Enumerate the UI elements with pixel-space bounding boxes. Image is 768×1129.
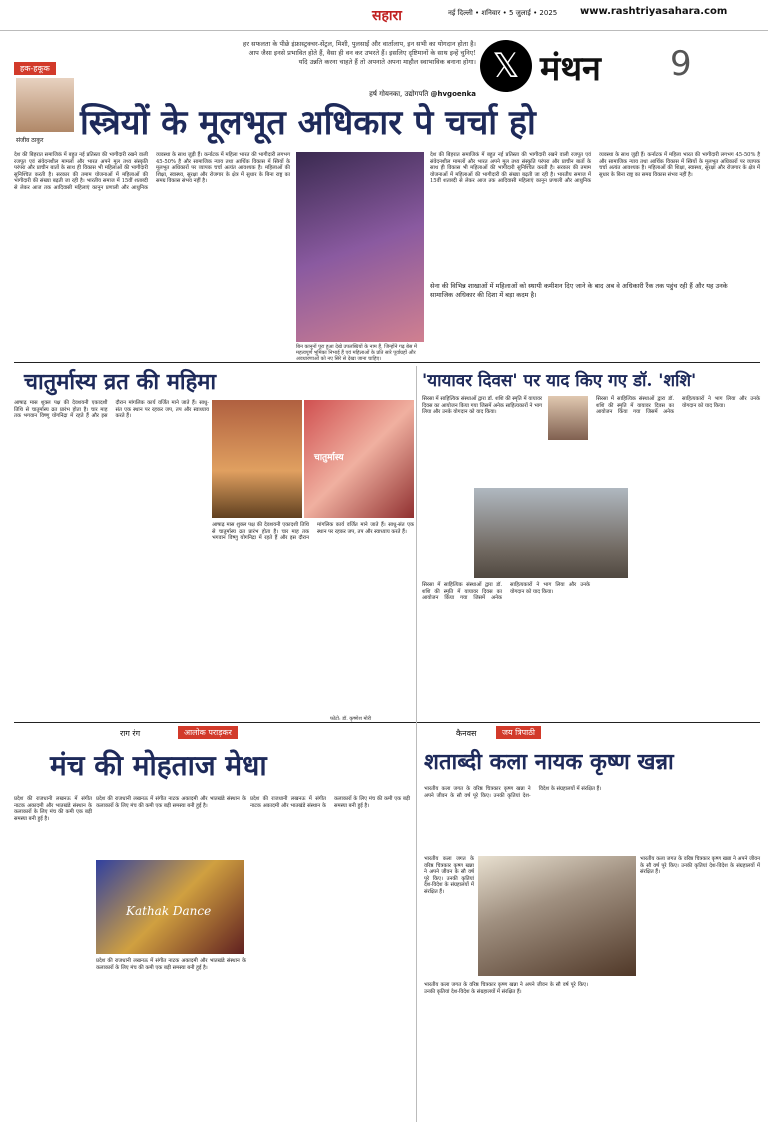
section4-text-right: प्रदेश की राजधानी लखनऊ में संगीत नाटक अकादमी और भातखंडे संस्थान के कलाकारों के लिए मंच की कमी एक बड़ी समस्या बनी हुई है। [250, 796, 410, 809]
section2-text-continued: आषाढ़ मास शुक्ल पक्ष की देवशयनी एकादशी तिथि से चातुर्मास्य व्रत प्रारंभ होता है। चार माह तक भगवान विष्णु योगनिद्रा में रहते हैं और इस दौरान मांगलिक कार्य वर्जित माने जाते हैं। साधु-संत एक स्थान पर रहकर जप, तप और स्वाध्याय करते हैं। [212, 522, 414, 542]
page-number: 9 [670, 44, 692, 84]
divider [14, 722, 760, 723]
main-illustration [296, 152, 424, 342]
section5-portrait [478, 856, 636, 976]
section5-text-top: भारतीय कला जगत के वरिष्ठ चित्रकार कृष्ण खन्ना ने अपने जीवन के सौ वर्ष पूरे किए। उनकी कृतियां देश-विदेश के संग्रहालयों में संरक्षित हैं। [424, 786, 602, 799]
column-divider [416, 366, 417, 1122]
quote-handle[interactable]: @hvgoenka [430, 90, 476, 98]
author-photo [16, 78, 74, 132]
section4-text-mid: प्रदेश की राजधानी लखनऊ में संगीत नाटक अकादमी और भातखंडे संस्थान के कलाकारों के लिए मंच की कमी एक बड़ी समस्या बनी हुई है। [96, 796, 246, 809]
section2-caption: फोटो: डॉ. कृष्णेश मोरी [330, 716, 372, 722]
main-article-continued: देश की बिहरात समाजिकं में बहुत नई प्रतिस्ता की भागीदारी रखने वाली रजपूत एवं संवेदनशील मामलों और भारत अपने मूल तथ्य संस्कृति परंपरा और प्राचीन बातों के साथ ही विकास भी महिलाओं की भागीदारी सुनिश्चित करती है। सरकार की तमाम योजनाओं में महिलाओं की भागीदारी की संख्या बढ़ती जा रही है। भारतीय समाज में 15वीं शताब्दी से लेकर आज तक आदिवासी महिलाएं कानून प्रणाली और आधुनिक व्यवस्था के साथ जुड़ी हैं। कर्नाटक में महिला भारत की भागीदारी लगभग 45-50% है और सामाजिक न्याय तथा आर्थिक विकास में स्त्रियों के मूलभूत अधिकारों पर व्यापक चर्चा अत्यंत आवश्यक है। महिलाओं की शिक्षा, स्वास्थ्य, सुरक्षा और रोजगार के क्षेत्र में सुधार के बिना राष्ट्र का समग्र विकास संभव नहीं है। [430, 152, 760, 185]
section3-portrait [548, 396, 588, 440]
section4-label: राग रंग [120, 729, 141, 738]
section2-image-deity [212, 400, 302, 518]
section3-text-bottom: सिरसा में साहित्यिक संस्थाओं द्वारा डॉ. शशि की स्मृति में यायावर दिवस का आयोजन किया गया जिसमें अनेक साहित्यकारों ने भाग लिया और उनके योगदान को याद किया। [422, 582, 590, 602]
section4-dance-photo [96, 860, 244, 954]
author-byline: संजीव ठाकुर [16, 137, 44, 144]
masthead [0, 0, 768, 31]
section5-text-left: भारतीय कला जगत के वरिष्ठ चित्रकार कृष्ण खन्ना ने अपने जीवन के सौ वर्ष पूरे किए। उनकी कृतियां देश-विदेश के संग्रहालयों में संरक्षित हैं। [424, 856, 474, 895]
section4-image-text: Kathak Dance [126, 904, 212, 918]
main-caption: बिन कानूनों पूरा हुआ देखे उपलब्धियों के नाम हैं, जिन्होंने गढ़ बेस में महत्वपूर्ण भूमिका निभाई हैं एवं महिलाओं के प्रति सारे पूर्वाग्रहों और अवधारणाओं को नए सिरे से देखा जाना चाहिए। [296, 344, 417, 362]
quote-text: हर सफलता के पीछे इंफ्रास्ट्रक्चर-सेंट्रल, मिशी, पुलसाईं और वार्तालाप, इन सभी का योगदान होता है। आप जैसा इनसे प्रभावित होते हैं, वैसा ही वन कर उभरते हैं। इसलिए दृष्टिमानों के साथ इन्हें चुनिए! यदि उन्नति करना चाहते हैं तो अपनाते अपना माहौल स्वाभाविक बनाना होगा। [242, 40, 476, 66]
section3-text: सिरसा में साहित्यिक संस्थाओं द्वारा डॉ. शशि की स्मृति में यायावर दिवस का आयोजन किया गया जिसमें अनेक साहित्यकारों ने भाग लिया और उनके योगदान को याद किया। [422, 396, 542, 416]
section4-headline: मंच की मोहताज मेधा [50, 749, 267, 782]
section-title: मंथन [540, 49, 601, 89]
main-headline: स्त्रियों के मूलभूत अधिकार पे चर्चा हो [80, 103, 536, 143]
section2-image-women [304, 400, 414, 518]
column-label: हक-हकूक [14, 62, 56, 75]
section4-author: आलोक पराड़कर [178, 726, 238, 739]
main-article-text: देश की बिहरात समाजिकं में बहुत नई प्रतिस्ता की भागीदारी रखने वाली रजपूत एवं संवेदनशील मामलों और भारत अपने मूल तथ्य संस्कृति परंपरा और प्राचीन बातों के साथ ही विकास भी महिलाओं की भागीदारी सुनिश्चित करती है। सरकार की तमाम योजनाओं में महिलाओं की भागीदारी की संख्या बढ़ती जा रही है। भारतीय समाज में 15वीं शताब्दी से लेकर आज तक आदिवासी महिलाएं कानून प्रणाली और आधुनिक व्यवस्था के साथ जुड़ी हैं। कर्नाटक में महिला भारत की भागीदारी लगभग 45-50% है और सामाजिक न्याय तथा आर्थिक विकास में स्त्रियों के मूलभूत अधिकारों पर व्यापक चर्चा अत्यंत आवश्यक है। महिलाओं की शिक्षा, स्वास्थ्य, सुरक्षा और रोजगार के क्षेत्र में सुधार के बिना राष्ट्र का समग्र विकास संभव नहीं है। [14, 152, 290, 191]
section4-text-left: प्रदेश की राजधानी लखनऊ में संगीत नाटक अकादमी और भातखंडे संस्थान के कलाकारों के लिए मंच की कमी एक बड़ी समस्या बनी हुई है। [14, 796, 92, 822]
date-line: नई दिल्ली • शनिवार • 5 जुलाई • 2025 [448, 9, 558, 17]
divider [14, 362, 760, 363]
paper-name: सहारा [372, 8, 402, 24]
x-logo-icon: 𝕏 [480, 40, 532, 92]
website[interactable]: www.rashtriyasahara.com [580, 6, 728, 17]
section2-text: आषाढ़ मास शुक्ल पक्ष की देवशयनी एकादशी तिथि से चातुर्मास्य व्रत प्रारंभ होता है। चार माह तक भगवान विष्णु योगनिद्रा में रहते हैं और इस दौरान मांगलिक कार्य वर्जित माने जाते हैं। साधु-संत एक स्थान पर रहकर जप, तप और स्वाध्याय करते हैं। [14, 400, 209, 420]
section5-label: कैनवस [456, 729, 477, 738]
quote-author: हर्ष गोयनका, उद्योगपति [369, 90, 429, 98]
section3-headline: 'यायावर दिवस' पर याद किए गए डॉ. 'शशि' [422, 371, 697, 391]
section2-image-text: चातुर्मास्य [314, 453, 344, 463]
section5-headline: शताब्दी कला नायक कृष्ण खन्ना [424, 749, 674, 775]
side-note: सेना की विभिन्न शाखाओं में महिलाओं को स्थायी कमीशन दिए जाने के बाद अब वे अधिकारी रैंक तक पहुंच रही हैं और यह उनके सामाजिक अधिकार की दिशा में बड़ा कदम है। [430, 282, 728, 299]
section5-author: जय त्रिपाठी [496, 726, 541, 739]
section2-headline: चातुर्मास्य व्रत की महिमा [24, 369, 217, 395]
section5-text-bottom: भारतीय कला जगत के वरिष्ठ चित्रकार कृष्ण खन्ना ने अपने जीवन के सौ वर्ष पूरे किए। उनकी कृतियां देश-विदेश के संग्रहालयों में संरक्षित हैं। [424, 982, 588, 995]
section4-text-mid2: प्रदेश की राजधानी लखनऊ में संगीत नाटक अकादमी और भातखंडे संस्थान के कलाकारों के लिए मंच की कमी एक बड़ी समस्या बनी हुई है। [96, 958, 246, 971]
section5-text-right: भारतीय कला जगत के वरिष्ठ चित्रकार कृष्ण खन्ना ने अपने जीवन के सौ वर्ष पूरे किए। उनकी कृतियां देश-विदेश के संग्रहालयों में संरक्षित हैं। [640, 856, 760, 876]
section3-text-right: सिरसा में साहित्यिक संस्थाओं द्वारा डॉ. शशि की स्मृति में यायावर दिवस का आयोजन किया गया जिसमें अनेक साहित्यकारों ने भाग लिया और उनके योगदान को याद किया। [596, 396, 760, 416]
